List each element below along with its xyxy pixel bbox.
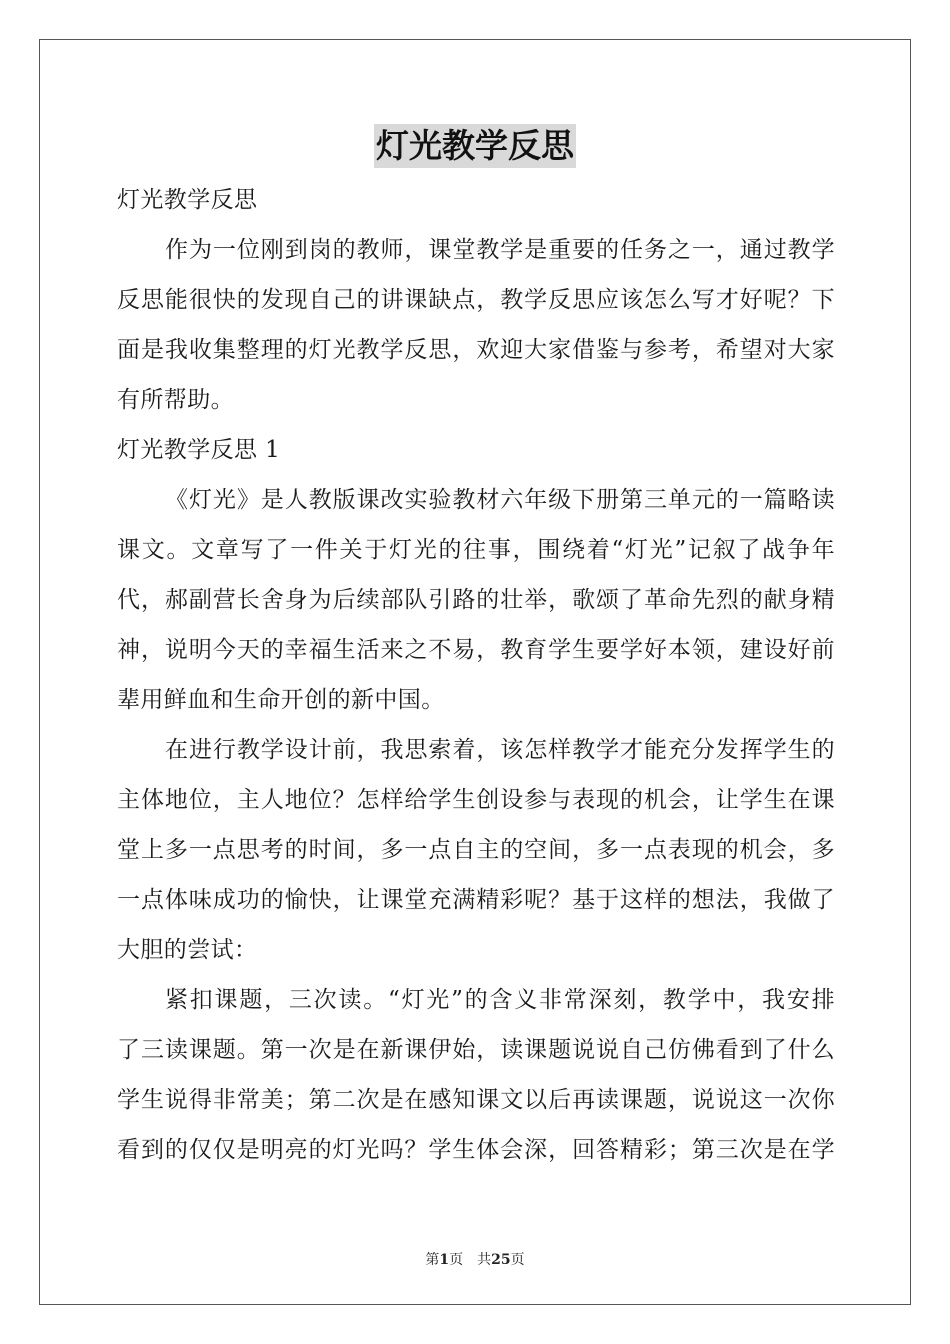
document-title: 灯光教学反思 [374,124,576,168]
paragraph-line: 在进行教学设计前，我思索着，该怎样教学才能充分发挥学生的 [165,737,835,763]
paragraph-line: 大胆的尝试： [117,937,258,963]
paragraph-line: 作为一位刚到岗的教师，课堂教学是重要的任务之一，通过教学 [165,237,835,263]
section-heading: 灯光教学反思 1 [117,437,281,463]
paragraph-line: 一点体味成功的愉快，让课堂充满精彩呢？基于这样的想法，我做了 [117,887,835,913]
paragraph-line: 代，郝副营长舍身为后续部队引路的壮举，歌颂了革命先烈的献身精 [117,587,835,613]
paragraph-line: 看到的仅仅是明亮的灯光吗？学生体会深，回答精彩；第三次是在学 [117,1137,835,1163]
paragraph-line: 堂上多一点思考的时间，多一点自主的空间，多一点表现的机会，多 [117,837,835,863]
title-area [0,124,950,168]
section-heading: 灯光教学反思 [117,187,258,213]
paragraph-line: 紧扣课题，三次读。“灯光”的含义非常深刻，教学中，我安排 [165,987,835,1013]
paragraph-line: 了三读课题。第一次是在新课伊始，读课题说说自己仿佛看到了什么 [117,1037,835,1063]
paragraph-line: 课文。文章写了一件关于灯光的往事，围绕着“灯光”记叙了战争年 [117,537,835,563]
total-page-count: 25 [491,1252,511,1268]
footer-suffix: 页 [510,1252,525,1268]
paragraph-line: 主体地位，主人地位？怎样给学生创设参与表现的机会，让学生在课 [117,787,835,813]
paragraph-line: 学生说得非常美；第二次是在感知课文以后再读课题，说说这一次你 [117,1087,835,1113]
paragraph-line: 辈用鲜血和生命开创的新中国。 [117,687,445,713]
paragraph-line: 有所帮助。 [117,387,234,413]
footer-prefix: 第 [425,1252,440,1268]
paragraph-line: 《灯光》是人教版课改实验教材六年级下册第三单元的一篇略读 [165,487,835,513]
paragraph-line: 反思能很快的发现自己的讲课缺点，教学反思应该怎么写才好呢？下 [117,287,835,313]
document-body [117,175,835,1175]
footer-mid: 页 共 [449,1252,492,1268]
paragraph-line: 神，说明今天的幸福生活来之不易，教育学生要学好本领，建设好前 [117,637,835,663]
current-page-number: 1 [439,1252,450,1268]
page-number-footer [0,1250,950,1270]
paragraph-line: 面是我收集整理的灯光教学反思，欢迎大家借鉴与参考，希望对大家 [117,337,835,363]
